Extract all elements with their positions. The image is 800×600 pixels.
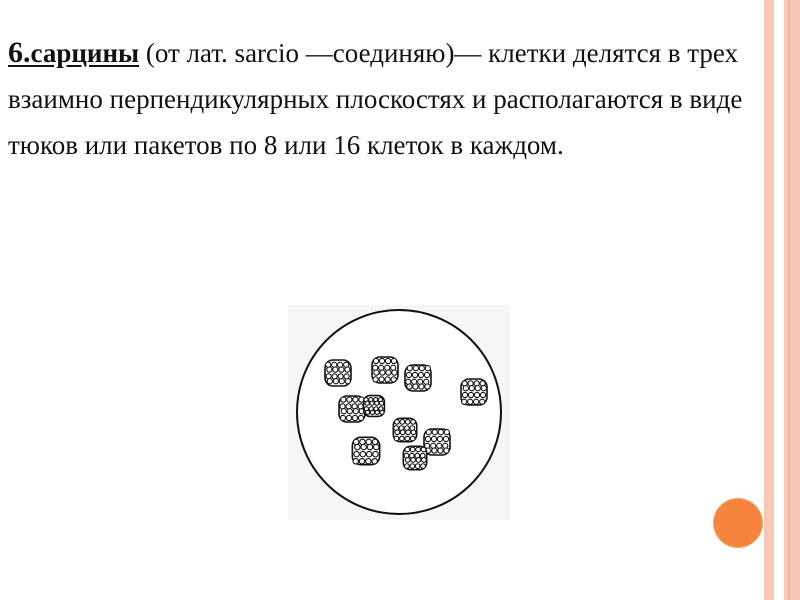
slide-description: (от лат. sarcio —соединяю)— клетки делятся в трех взаимно перпендикулярных плоскостях и располагаются в виде тюков или пакетов по 8 или 16 клеток в каждом. — [8, 38, 743, 160]
accent-circle — [713, 498, 763, 548]
coccus-cell — [366, 451, 371, 456]
coccus-cell — [373, 451, 378, 456]
coccus-cell — [474, 399, 479, 404]
cell-packet — [352, 437, 379, 464]
cell-packet — [364, 396, 385, 417]
cell-packet — [393, 418, 416, 441]
coccus-cell — [410, 464, 415, 469]
coccus-cell — [406, 430, 411, 435]
coccus-cell — [372, 459, 377, 464]
coccus-cell — [475, 386, 480, 391]
coccus-cell — [413, 384, 418, 389]
coccus-cell — [394, 436, 399, 441]
coccus-cell — [410, 436, 415, 441]
coccus-cell — [432, 448, 437, 453]
coccus-cell — [469, 386, 474, 391]
coccus-cell — [400, 420, 405, 425]
slide-number: 6. — [8, 36, 31, 69]
coccus-cell — [443, 436, 448, 441]
coccus-cell — [353, 409, 358, 414]
coccus-cell — [355, 444, 360, 449]
coccus-cell — [380, 370, 385, 375]
coccus-cell — [352, 415, 357, 420]
coccus-cell — [353, 459, 358, 464]
coccus-cell — [438, 448, 443, 453]
slide-title — [8, 38, 139, 68]
coccus-cell — [374, 370, 379, 375]
coccus-cell — [354, 451, 359, 456]
coccus-cell — [339, 367, 344, 372]
coccus-cell — [340, 415, 345, 420]
coccus-cell — [424, 372, 429, 377]
coccus-cell — [365, 401, 369, 405]
coccus-cell — [426, 430, 431, 435]
coccus-cell — [345, 367, 350, 372]
coccus-cell — [419, 366, 424, 371]
coccus-cell — [431, 436, 436, 441]
coccus-cell — [444, 448, 449, 453]
coccus-cell — [406, 372, 411, 377]
coccus-cell — [375, 410, 379, 414]
coccus-cell — [392, 370, 397, 375]
cell-packet — [403, 446, 426, 469]
coccus-cell — [405, 420, 410, 425]
microscope-field-circle — [297, 310, 501, 514]
coccus-cell — [400, 430, 405, 435]
coccus-cell — [474, 392, 479, 397]
coccus-cell — [425, 384, 430, 389]
decorative-stripe-gap — [774, 0, 784, 600]
coccus-cell — [370, 401, 374, 405]
coccus-cell — [421, 447, 426, 452]
coccus-cell — [391, 358, 396, 363]
coccus-cell — [361, 444, 366, 449]
coccus-cell — [425, 366, 430, 371]
coccus-cell — [413, 366, 418, 371]
coccus-cell — [327, 379, 332, 384]
coccus-cell — [358, 415, 363, 420]
cell-packet — [424, 429, 450, 455]
coccus-cell — [366, 459, 371, 464]
coccus-cell — [380, 401, 384, 405]
coccus-cell — [468, 399, 473, 404]
coccus-cell — [359, 459, 364, 464]
coccus-cell — [360, 451, 365, 456]
coccus-cell — [411, 458, 416, 463]
coccus-cell — [374, 444, 379, 449]
coccus-cell — [327, 367, 332, 372]
coccus-cell — [432, 430, 437, 435]
slide-body-text — [8, 30, 753, 168]
coccus-cell — [353, 397, 358, 402]
coccus-cell — [333, 379, 338, 384]
coccus-cell — [405, 447, 410, 452]
slide-title-word: сарцины — [30, 38, 140, 68]
sarcina-microscope-figure — [288, 305, 510, 520]
coccus-cell — [373, 377, 378, 382]
coccus-cell — [425, 436, 430, 441]
coccus-cell — [419, 384, 424, 389]
coccus-cell — [468, 392, 473, 397]
coccus-cell — [379, 358, 384, 363]
coccus-cell — [407, 384, 412, 389]
decorative-stripe-line — [788, 0, 790, 600]
coccus-cell — [367, 444, 372, 449]
coccus-cell — [386, 370, 391, 375]
coccus-cell — [333, 367, 338, 372]
coccus-cell — [373, 358, 378, 363]
coccus-cell — [462, 392, 467, 397]
coccus-cell — [385, 358, 390, 363]
coccus-cell — [418, 372, 423, 377]
coccus-cell — [395, 420, 400, 425]
coccus-cell — [405, 464, 410, 469]
coccus-cell — [347, 409, 352, 414]
coccus-cell — [405, 458, 410, 463]
coccus-cell — [481, 386, 486, 391]
coccus-cell — [395, 430, 400, 435]
coccus-cell — [421, 464, 426, 469]
coccus-cell — [380, 410, 384, 414]
coccus-cell — [370, 410, 374, 414]
cell-packet — [405, 365, 431, 391]
coccus-cell — [407, 366, 412, 371]
coccus-cell — [444, 430, 449, 435]
coccus-cell — [437, 436, 442, 441]
coccus-cell — [416, 458, 421, 463]
cell-packet — [339, 396, 365, 422]
coccus-cell — [341, 409, 346, 414]
coccus-cell — [416, 447, 421, 452]
coccus-cell — [463, 386, 468, 391]
coccus-cell — [438, 430, 443, 435]
coccus-cell — [385, 377, 390, 382]
coccus-cell — [462, 399, 467, 404]
cell-packet — [461, 379, 487, 405]
coccus-cell — [411, 430, 416, 435]
cell-packet — [372, 357, 398, 383]
cell-packet — [325, 360, 351, 386]
coccus-cell — [411, 420, 416, 425]
coccus-cell — [339, 379, 344, 384]
coccus-cell — [480, 392, 485, 397]
coccus-cell — [341, 397, 346, 402]
coccus-cell — [405, 436, 410, 441]
coccus-cell — [400, 436, 405, 441]
coccus-cell — [391, 377, 396, 382]
coccus-cell — [379, 377, 384, 382]
coccus-cell — [415, 464, 420, 469]
coccus-cell — [346, 415, 351, 420]
coccus-cell — [366, 410, 370, 414]
coccus-cell — [410, 447, 415, 452]
coccus-cell — [412, 372, 417, 377]
coccus-cell — [422, 458, 427, 463]
coccus-cell — [347, 397, 352, 402]
coccus-cell — [375, 401, 379, 405]
coccus-cell — [480, 399, 485, 404]
coccus-cell — [345, 379, 350, 384]
